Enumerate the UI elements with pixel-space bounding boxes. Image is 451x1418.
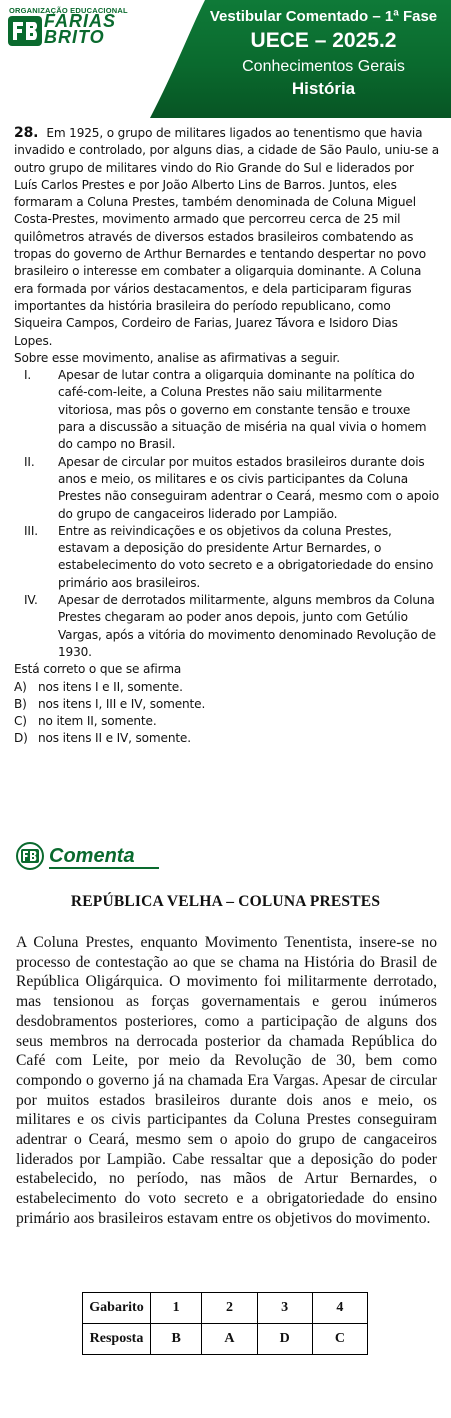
answer-option: [14, 679, 439, 696]
farias-brito-logo-icon: [8, 16, 42, 46]
answer-key-header: Gabarito: [83, 1293, 151, 1324]
exam-title: Vestibular Comentado – 1ª Fase: [209, 8, 438, 25]
statement-text: Entre as reivindicações e os objetivos da coluna Prestes, estavam a deposição do presidente Artur Bernardes, o estabelecimento do voto secreto e a obrigatoriedade do ensino primário aos brasileiros.: [58, 523, 434, 590]
brand-name: [44, 13, 144, 45]
answer-option: [14, 713, 439, 730]
answer-key-table: [82, 1292, 368, 1355]
question-28: [14, 125, 439, 748]
statement-number: III.: [24, 523, 38, 538]
comment-body: A Coluna Prestes, enquanto Movimento Tenentista, insere-se no processo de contestação ao que se chama na História do Brasil de República Oligárquica. O movimento foi militarmente derrotado, mas tensionou as forças governamentais e gerou inúmeros desdobramentos posteriores, como a participação de alguns dos seus membros na derrocada posterior da chamada República do Café com Leite, por meio da Revolução de 30, bem como compondo o governo já na chamada Era Vargas. Apesar de circular por muitos estados brasileiros durante dois anos e meio, os militares e os civis participantes da Coluna Prestes conseguiram adentrar o Ceará, mesmo sem o apoio do grupo de cangaceiros liderados por Lampião. Cabe ressaltar que a deposição do poder estabelecido, no período, nas mãos de Artur Bernardes, o estabelecimento do voto secreto e a obrigatoriedade do ensino primário aos brasileiros estavam entre os objetivos do movimento.: [16, 934, 437, 1227]
answer-key-column: 2: [202, 1293, 257, 1324]
answer-key-answer: B: [151, 1324, 202, 1355]
table-row: [83, 1293, 368, 1324]
comment-underline: [49, 867, 159, 869]
option-text: no item II, somente.: [38, 714, 157, 729]
comment-label: Comenta: [49, 845, 135, 867]
statement-text: Apesar de circular por muitos estados brasileiros durante dois anos e meio, os militares e os civis participantes da Coluna Prestes não conseguiram adentrar o Ceará, mesmo com o apoio do grupo de cangaceiros liderado por Lampião.: [58, 454, 439, 521]
question-stem: Em 1925, o grupo de militares ligados ao tenentismo que havia invadido e controlado, por alguns dias, a cidade de São Paulo, uniu-se a outro grupo de militares vindo do Rio Grande do Sul e liderados por Luís Carlos Prestes e por João Alberto Lins de Barros. Juntos, eles formaram a Coluna Prestes, também denominada de Coluna Miguel Costa-Prestes, movimento armado que percorreu cerca de 25 mil quilômetros através de diversos estados brasileiros combatendo as tropas do governo de Arthur Bernardes e tentando despertar no povo brasileiro o interesse em combater a oligarquia dominante. A Coluna era formada por vários destacamentos, e dela participaram figuras importantes da história brasileira do período republicano, como Siqueira Campos, Cordeiro de Farias, Juarez Távora e Isidoro Dias Lopes.: [14, 126, 439, 348]
answer-key-answer: C: [312, 1324, 367, 1355]
answer-option: [14, 696, 439, 713]
answer-key-answer: A: [202, 1324, 257, 1355]
question-closing: Está correto o que se afirma: [14, 662, 182, 677]
statement-item: [20, 523, 439, 592]
statement-item: [20, 592, 439, 661]
answer-key-header: Resposta: [83, 1324, 151, 1355]
farias-brito-badge-icon: [16, 842, 44, 870]
option-text: nos itens I e II, somente.: [38, 679, 183, 694]
question-prompt: Sobre esse movimento, analise as afirmativas a seguir.: [14, 350, 340, 365]
option-letter: C): [14, 714, 27, 729]
exam-area: Conhecimentos Gerais: [242, 58, 405, 75]
option-text: nos itens II e IV, somente.: [38, 731, 191, 746]
exam-subject: História: [291, 79, 356, 98]
brand-line-2: BRITO: [44, 27, 105, 47]
statement-text: Apesar de derrotados militarmente, alguns membros da Coluna Prestes chegaram ao poder anos depois, junto com Getúlio Vargas, após a vitória do movimento denominado Revolução de 1930.: [58, 593, 436, 659]
comment-heading: [16, 842, 156, 872]
answer-key-answer: D: [257, 1324, 312, 1355]
page-header: [0, 0, 451, 118]
statement-item: [20, 454, 439, 523]
answer-key-column: 4: [312, 1293, 367, 1324]
statement-number: I.: [24, 368, 32, 383]
brand-line-1: FARIAS: [44, 11, 117, 31]
comment-title: REPÚBLICA VELHA – COLUNA PRESTES: [70, 893, 381, 910]
statement-number: II.: [24, 454, 35, 469]
answer-option: [14, 730, 439, 747]
option-letter: B): [14, 696, 27, 711]
answer-key-column: 1: [151, 1293, 202, 1324]
organization-label: ORGANIZAÇÃO EDUCACIONAL: [9, 6, 128, 15]
statement-item: [20, 367, 439, 453]
answer-key-column: 3: [257, 1293, 312, 1324]
statement-number: IV.: [24, 593, 38, 608]
option-letter: A): [14, 679, 27, 694]
option-text: nos itens I, III e IV, somente.: [38, 696, 206, 711]
question-stem-paragraph: [14, 125, 439, 350]
question-number: 28.: [14, 125, 39, 141]
table-row: [83, 1324, 368, 1355]
exam-edition: UECE – 2025.2: [250, 29, 397, 52]
option-letter: D): [14, 731, 28, 746]
statement-text: Apesar de lutar contra a oligarquia dominante na política do café-com-leite, a Coluna Prestes não saiu militarmente vitoriosa, mas pôs o governo em constante tensão e trouxe para a discussão a situação de miséria na qual vivia o homem do campo no Brasil.: [58, 368, 427, 452]
